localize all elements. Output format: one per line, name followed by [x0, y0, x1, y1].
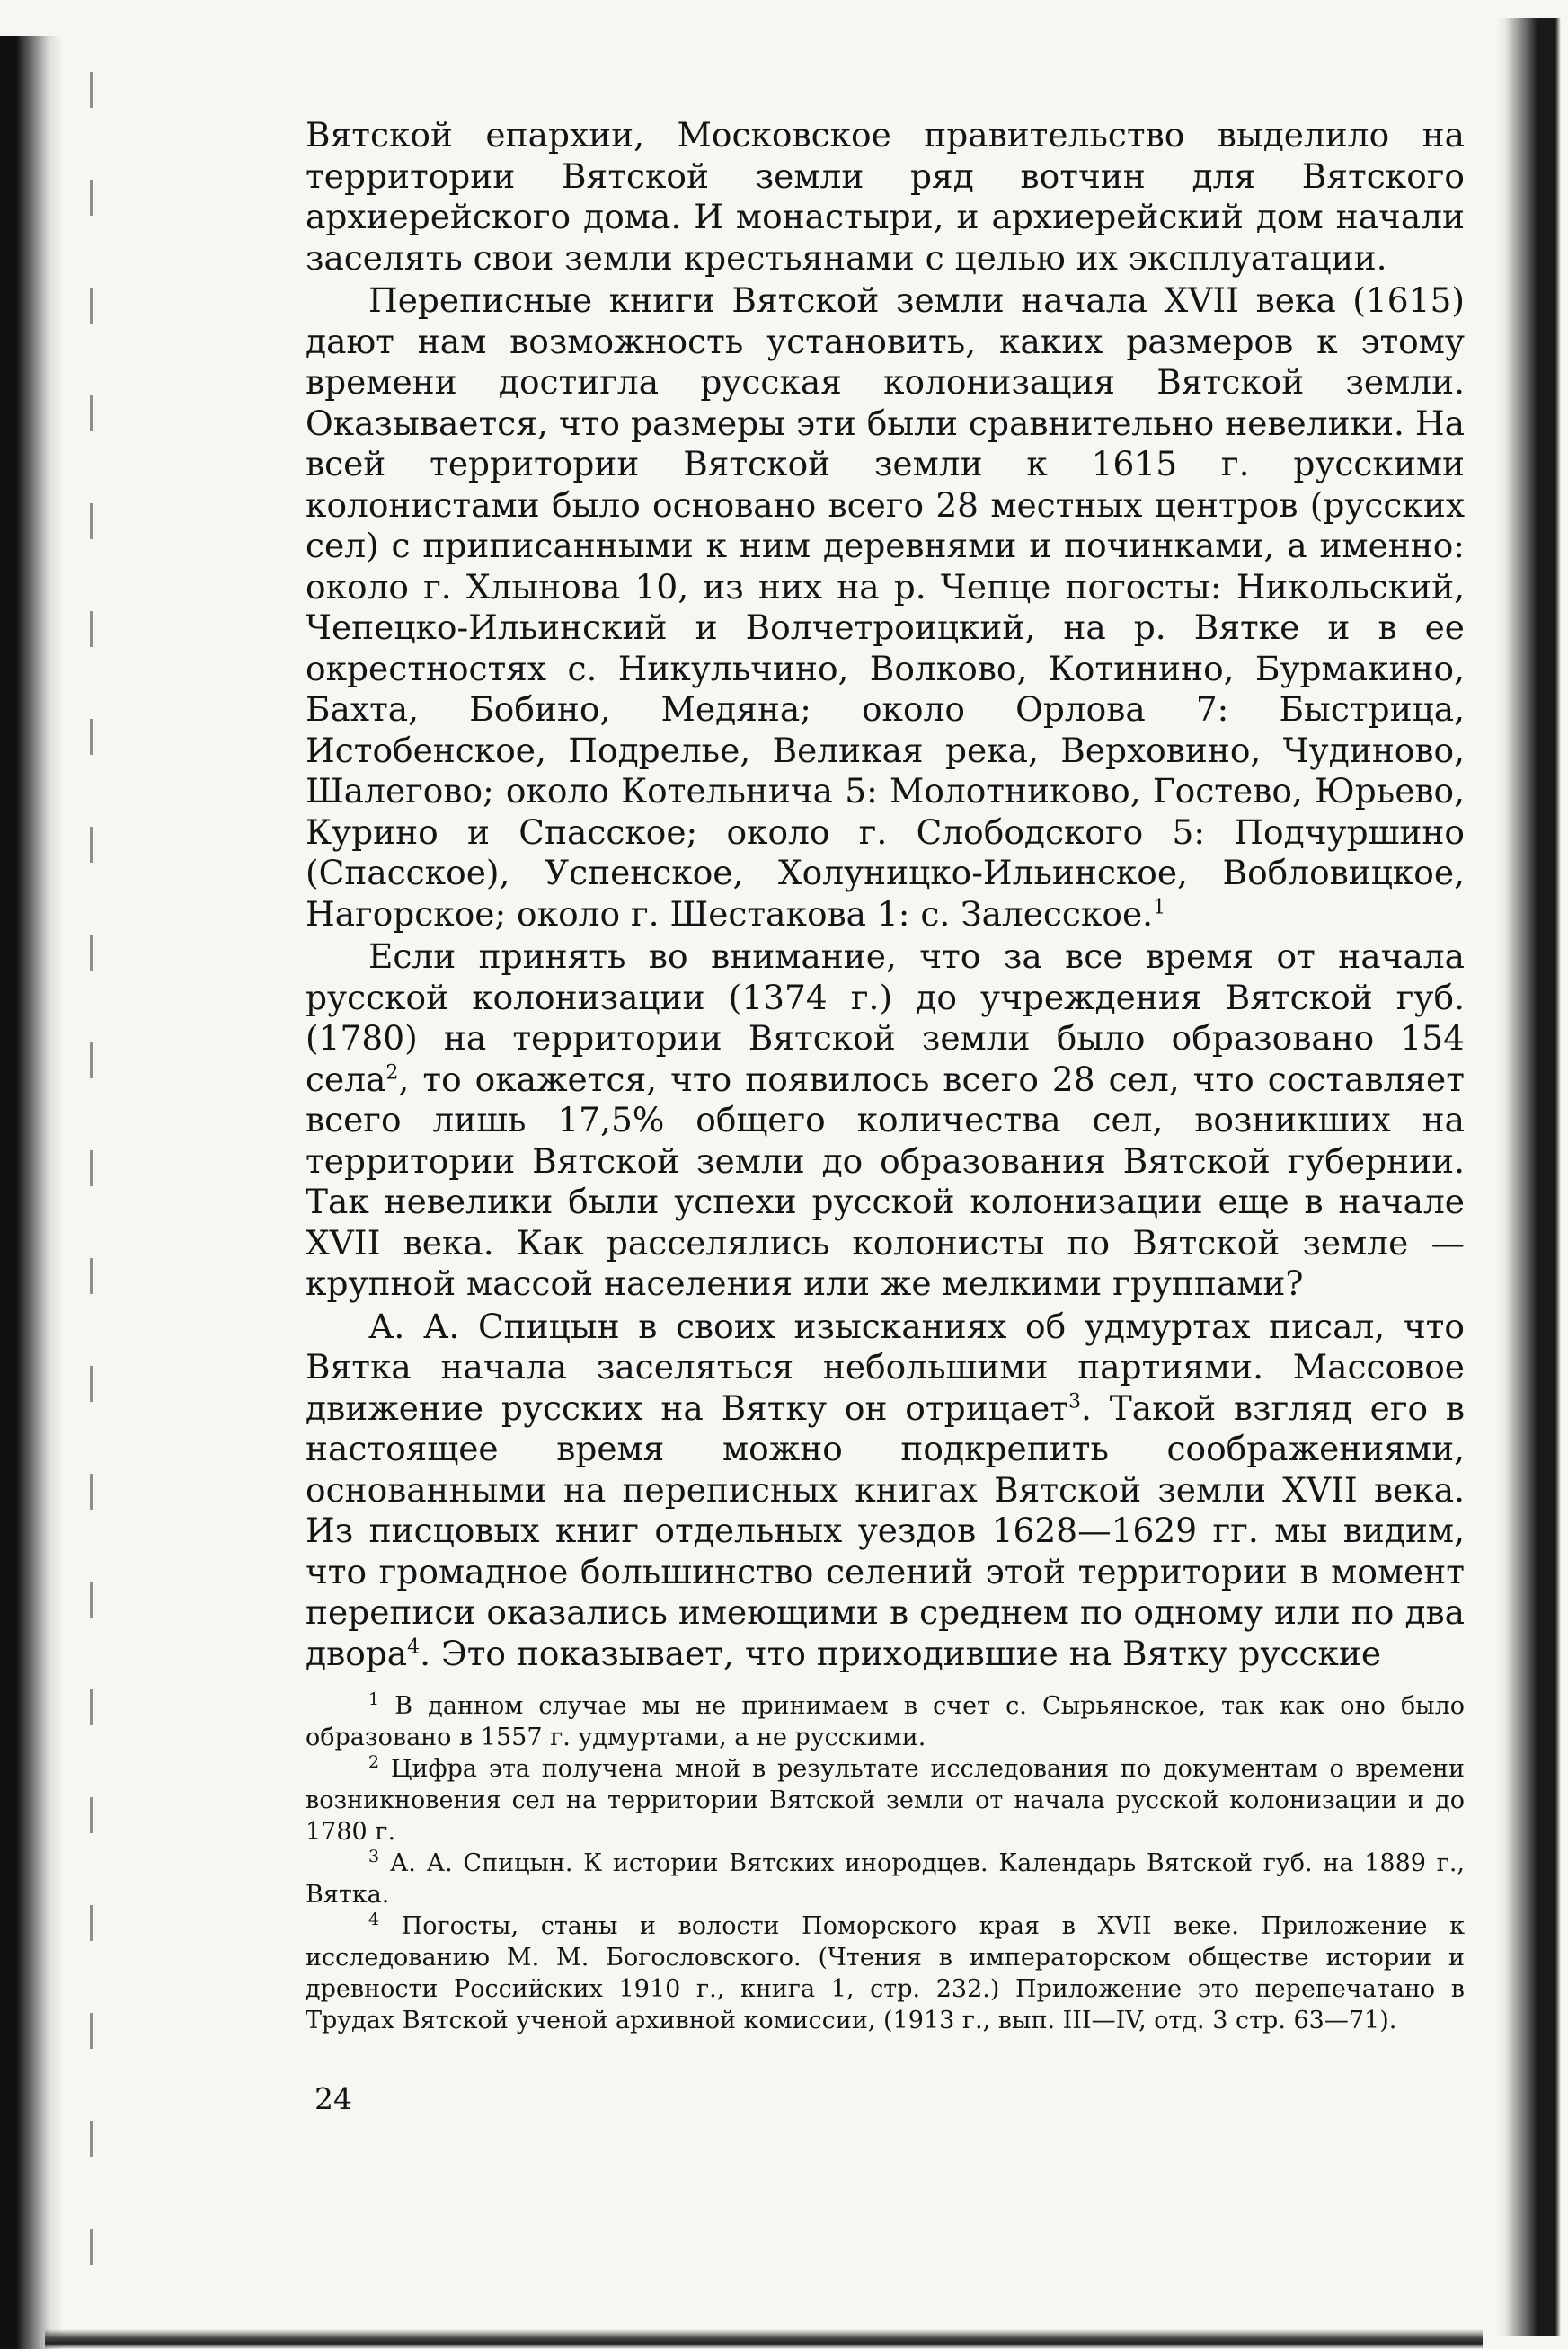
footnote-3: [306, 1848, 1465, 1910]
paragraph-3-text-b: , то окажется, что появилось всего 28 сел, что составляет всего лишь 17,5% общего количества сел, возникших на территории Вятской земли до образования Вятской губернии. Так невелики были успехи русской колонизации еще в начале XVII века. Как расселялись колонисты по Вятской земле — крупной массой населения или же мелкими группами?: [306, 1059, 1465, 1303]
paragraph-4-text-c: . Это показывает, что приходившие на Вятку русские: [420, 1633, 1382, 1673]
paragraph-2: [306, 280, 1465, 935]
footnote-4-mark: 4: [368, 1910, 380, 1929]
main-text: [306, 115, 1465, 1674]
footnote-ref-3[interactable]: 3: [1068, 1390, 1082, 1413]
footnote-2-text: Цифра эта получена мной в результате исследования по документам о времени возникновения сел на территории Вятской земли от начала русской колонизации и до 1780 г.: [306, 1755, 1465, 1846]
paragraph-3-text-a: Если принять во внимание, что за все время от начала русской колонизации (1374 г.) до учреждения Вятской губ. (1780) на территории Вятской земли было образовано 154 села: [306, 936, 1465, 1099]
footnote-ref-4[interactable]: 4: [407, 1635, 421, 1658]
paragraph-1: [306, 115, 1465, 279]
book-page: [306, 115, 1465, 2036]
page-number: 24: [314, 2081, 352, 2116]
footnotes: [306, 1690, 1465, 2036]
footnote-3-mark: 3: [368, 1847, 380, 1866]
footnote-1-text: В данном случае мы не принимаем в счет с. Сырьянское, так как оно было образовано в 1557 г. удмуртами, а не русскими.: [306, 1692, 1465, 1751]
footnote-2: [306, 1753, 1465, 1848]
paragraph-4-text-a: А. А. Спицын в своих изысканиях об удмуртах писал, что Вятка начала заселяться небольшими партиями. Массовое движение русских на Вятку он отрицает: [306, 1306, 1465, 1428]
footnote-1: [306, 1690, 1465, 1753]
footnote-4: [306, 1910, 1465, 2036]
footnote-2-mark: 2: [368, 1752, 380, 1772]
paragraph-1-text: Вятской епархии, Московское правительство выделило на территории Вятской земли ряд вотчин для Вятского архиерейского дома. И монастыри, и архиерейский дом начали заселять свои земли крестьянами с целью их эксплуатации.: [306, 115, 1465, 278]
paragraph-3: [306, 936, 1465, 1305]
scan-left-edge: [0, 36, 63, 2349]
footnote-ref-2[interactable]: 2: [385, 1061, 399, 1084]
footnote-ref-1[interactable]: 1: [1153, 896, 1166, 918]
paragraph-2-text: Переписные книги Вятской земли начала XVII века (1615) дают нам возможность установить, каких размеров к этому времени достигла русская колонизация Вятской земли. Оказывается, что размеры эти были сравнительно невелики. На всей территории Вятской земли к 1615 г. русскими колонистами было основано всего 28 местных центров (русских сел) с приписанными к ним деревнями и починками, а именно: около г. Хлынова 10, из них на р. Чепце погосты: Никольский, Чепецко-Ильинский и Волчетроицкий, на р. Вятке и в ее окрестностях с. Никульчино, Волково, Котинино, Бурмакино, Бахта, Бобино, Медяна; около Орлова 7: Быстрица, Истобенское, Подрелье, Великая река, Верховино, Чудиново, Шалегово; около Котельнича 5: Молотниково, Гостево, Юрьево, Курино и Спасское; около г. Слободского 5: Подчуршино (Спасское), Успенское, Холуницко-Ильинское, Вобловицкое, Нагорское; около г. Шестакова 1: с. Залесское.: [306, 280, 1465, 934]
scan-left-stripe: [90, 72, 93, 2318]
footnote-1-mark: 1: [368, 1689, 380, 1709]
footnote-4-text: Погосты, станы и волости Поморского края в XVII веке. Приложение к исследованию М. М. Богословского. (Чтения в императорском обществе истории и древности Российских 1910 г., книга 1, стр. 232.) Приложение это перепечатано в Трудах Вятской ученой архивной комиссии, (1913 г., вып. III—IV, отд. 3 стр. 63—71).: [306, 1912, 1465, 2034]
footnote-3-text: А. А. Спицын. К истории Вятских инородцев. Календарь Вятской губ. на 1889 г., Вятка.: [306, 1849, 1465, 1909]
paragraph-4: [306, 1307, 1465, 1675]
scan-right-edge: [1496, 18, 1568, 2336]
paragraph-4-text-b: . Такой взгляд его в настоящее время можно подкрепить соображениями, основанными на переписных книгах Вятской земли XVII века. Из писцовых книг отдельных уездов 1628—1629 гг. мы видим, что громадное большинство селений этой территории в момент переписи оказались имеющими в среднем по одному или по два двора: [306, 1387, 1465, 1673]
scan-bottom-edge: [45, 2329, 1483, 2349]
